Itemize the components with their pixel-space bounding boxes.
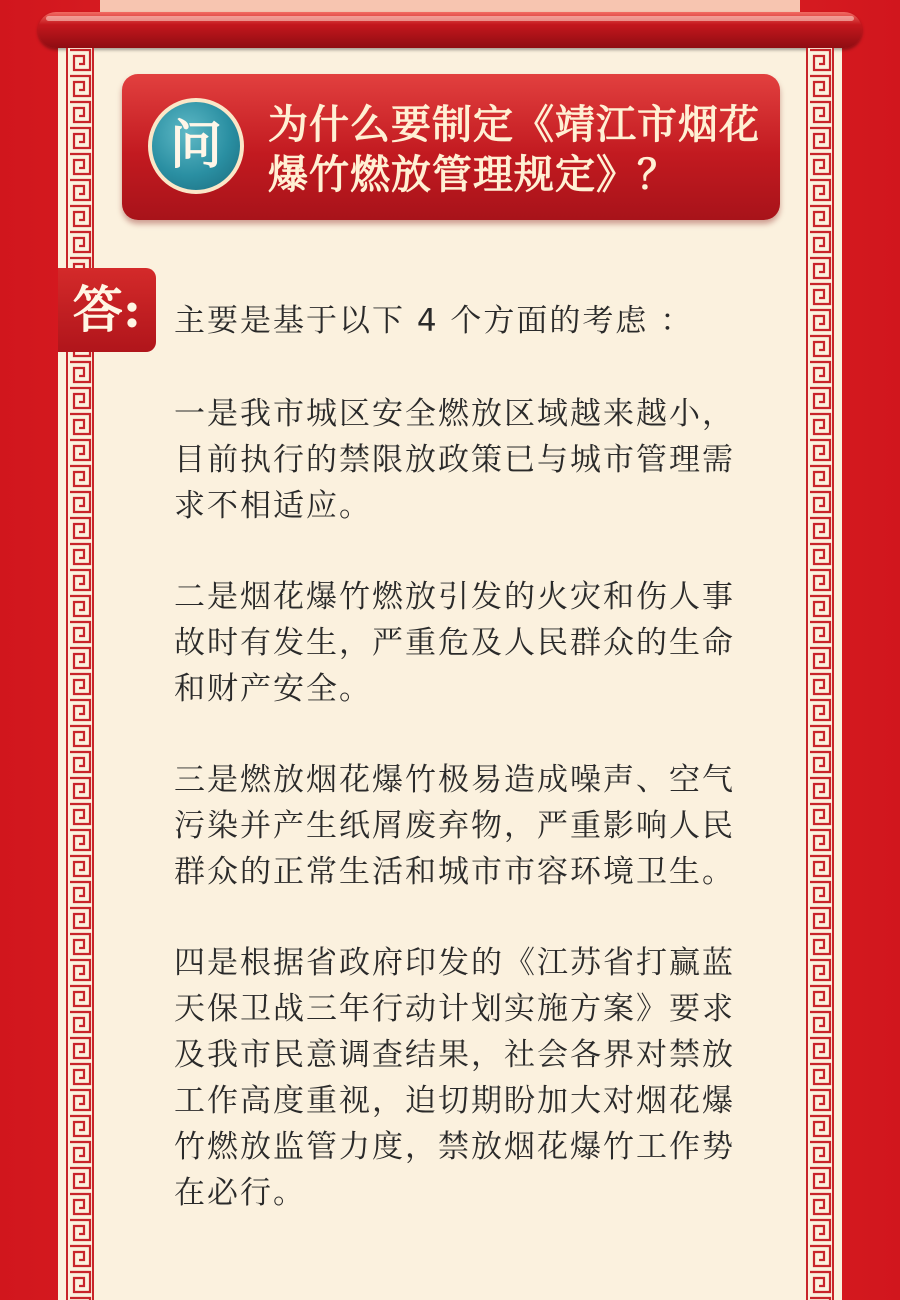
question-banner [122, 74, 780, 220]
question-badge [148, 98, 244, 194]
answer-point-4: 四是根据省政府印发的《江苏省打赢蓝天保卫战三年行动计划实施方案》要求及我市民意调查结果，社会各界对禁放工作高度重视，迫切期盼加大对烟花爆竹燃放监管力度，禁放烟花爆竹工作势在必行。 [174, 945, 735, 1211]
question-badge-label: 问 [169, 115, 222, 176]
answer-point-2: 二是烟花爆竹燃放引发的火灾和伤人事故时有发生，严重危及人民群众的生命和财产安全。 [174, 579, 735, 707]
answer-point-1: 一是我市城区安全燃放区域越来越小，目前执行的禁限放政策已与城市管理需求不相适应。 [174, 396, 735, 524]
answer-intro: 主要是基于以下 4 个方面的考虑 ： [174, 303, 694, 339]
left-fret-border [66, 48, 94, 1300]
answer-badge-label: 答: [72, 280, 142, 339]
right-fret-border [806, 48, 834, 1300]
answer-body [174, 298, 764, 1261]
answer-point-3: 三是燃放烟花爆竹极易造成噪声、空气污染并产生纸屑废弃物，严重影响人民群众的正常生活和城市市容环境卫生。 [174, 762, 735, 890]
answer-badge [58, 268, 156, 352]
question-title: 为什么要制定《靖江市烟花爆竹燃放管理规定》？ [268, 101, 760, 198]
scroll-roller [38, 12, 862, 48]
